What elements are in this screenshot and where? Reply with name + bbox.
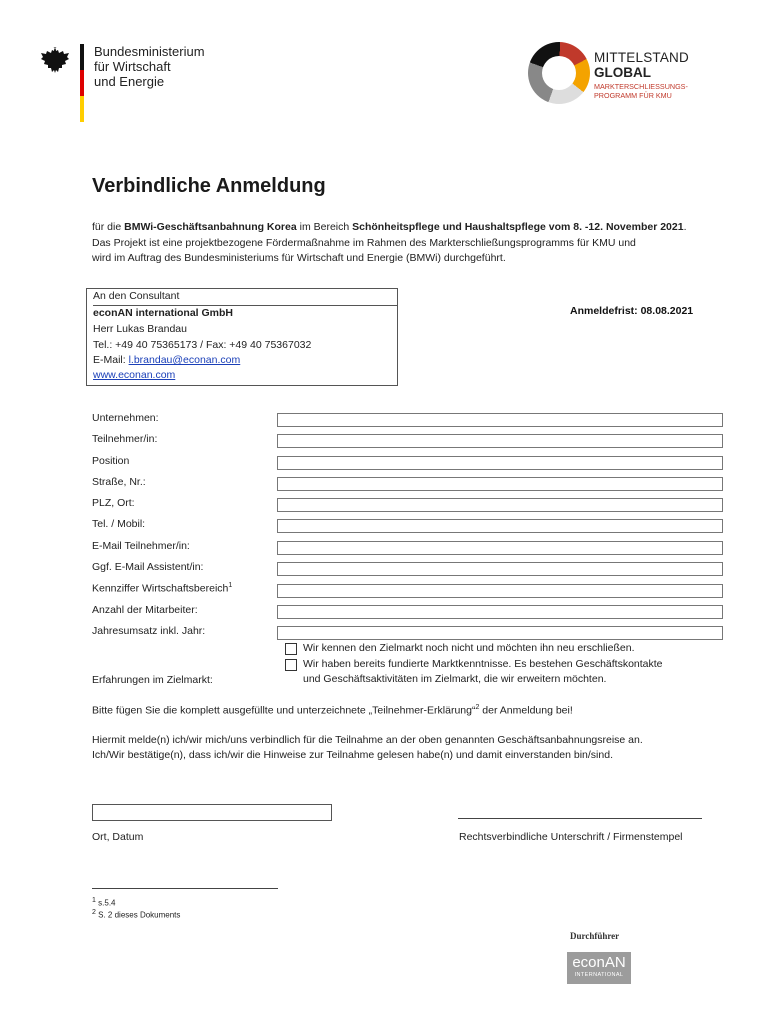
employees-input[interactable]	[277, 605, 723, 619]
instruction-attach-declaration: Bitte fügen Sie die komplett ausgefüllte und unterzeichnete „Teilnehmer-Erklärung“$^2$ der Anmeldung bei!	[92, 704, 573, 717]
intro-line-3: wird im Auftrag des Bundesministeriums für Wirtschaft und Energie (BMWi) durchgeführt.	[92, 252, 506, 264]
field-label-assistant-email: Ggf. E-Mail Assistent/in:	[92, 561, 204, 573]
field-label-zip-city: PLZ, Ort:	[92, 497, 135, 509]
confirmation-text: Ich/Wir bestätige(n), dass ich/wir die Hinweise zur Teilnahme gelesen habe(n) und damit einverstanden bin/sind.	[92, 749, 613, 761]
federal-eagle-icon	[40, 44, 74, 78]
signature-line[interactable]	[458, 818, 702, 819]
field-label-email: E-Mail Teilnehmer/in:	[92, 540, 190, 552]
consultant-email-link[interactable]: l.brandau@econan.com	[128, 354, 241, 366]
implementer-label: Durchführer	[570, 931, 620, 941]
mittelstand-line2: GLOBAL	[594, 65, 651, 80]
page-title: Verbindliche Anmeldung	[92, 175, 326, 197]
consultant-company: econAN international GmbH	[93, 305, 397, 319]
field-label-participant: Teilnehmer/in:	[92, 433, 158, 445]
experience-option-new-text: Wir kennen den Zielmarkt noch nicht und möchten ihn neu erschließen.	[303, 642, 635, 654]
experience-option-existing-checkbox[interactable]	[285, 659, 297, 671]
field-label-street: Straße, Nr.:	[92, 476, 146, 488]
german-flag-bar	[80, 44, 84, 122]
mittelstand-global-logo-icon	[528, 42, 590, 104]
phone-input[interactable]	[277, 519, 723, 533]
consultant-website	[93, 369, 175, 381]
field-label-sector-code: Kennziffer Wirtschaftsbereich$^1$	[92, 582, 233, 595]
revenue-input[interactable]	[277, 626, 723, 640]
field-label-position: Position	[92, 455, 130, 467]
mittelstand-subtitle: MARKTERSCHLIESSUNGS- PROGRAMM FÜR KMU	[594, 82, 688, 100]
company-input[interactable]	[277, 413, 723, 427]
place-date-input[interactable]	[92, 804, 332, 821]
ministry-logo-text: Bundesministerium für Wirtschaft und Energie	[94, 44, 205, 89]
experience-option-existing-text: Wir haben bereits fundierte Marktkenntnisse. Es bestehen Geschäftskontakte und Geschäftsaktivitäten im Zielmarkt, die wir erweitern möchten.	[303, 658, 663, 685]
consultant-heading: An den Consultant	[93, 290, 180, 302]
signature-label: Rechtsverbindliche Unterschrift / Firmenstempel	[459, 831, 683, 843]
experience-option-new-checkbox[interactable]	[285, 643, 297, 655]
field-label-revenue: Jahresumsatz inkl. Jahr:	[92, 625, 206, 637]
footnote-1: $^1$ s.5.4	[92, 897, 116, 908]
consultant-email-line: E-Mail: l.brandau@econan.com	[93, 354, 241, 366]
mittelstand-line1: MITTELSTAND	[594, 50, 689, 65]
intro-line-1: für die BMWi-Geschäftsanbahnung Korea im Bereich Schönheitspflege und Haushaltspflege vom 8. -12. November 2021.	[92, 221, 687, 233]
email-input[interactable]	[277, 541, 723, 555]
zip-city-input[interactable]	[277, 498, 723, 512]
intro-line-2: Das Projekt ist eine projektbezogene Fördermaßnahme im Rahmen des Markterschließungsprogramms für KMU und	[92, 237, 636, 249]
consultant-box	[86, 288, 398, 386]
place-date-label: Ort, Datum	[92, 831, 144, 843]
sector-code-input[interactable]	[277, 584, 723, 598]
participant-input[interactable]	[277, 434, 723, 448]
consultant-website-link[interactable]: www.econan.com	[93, 369, 176, 381]
binding-registration-text: Hiermit melde(n) ich/wir mich/uns verbindlich für die Teilnahme an der oben genannten Geschäftsanbahnungsreise an.	[92, 734, 643, 746]
registration-deadline: Anmeldefrist: 08.08.2021	[570, 305, 694, 317]
field-label-phone: Tel. / Mobil:	[92, 518, 146, 530]
street-input[interactable]	[277, 477, 723, 491]
assistant-email-input[interactable]	[277, 562, 723, 576]
experience-label: Erfahrungen im Zielmarkt:	[92, 674, 213, 686]
consultant-phone: Tel.: +49 40 75365173 / Fax: +49 40 75367032	[93, 339, 312, 351]
footnote-divider	[92, 888, 278, 889]
field-label-employees: Anzahl der Mitarbeiter:	[92, 604, 198, 616]
position-input[interactable]	[277, 456, 723, 470]
econan-logo: econAN INTERNATIONAL	[567, 952, 631, 984]
consultant-name: Herr Lukas Brandau	[93, 323, 187, 335]
field-label-company: Unternehmen:	[92, 412, 159, 424]
footnote-2: $^2$ S. 2 dieses Dokuments	[92, 909, 181, 920]
